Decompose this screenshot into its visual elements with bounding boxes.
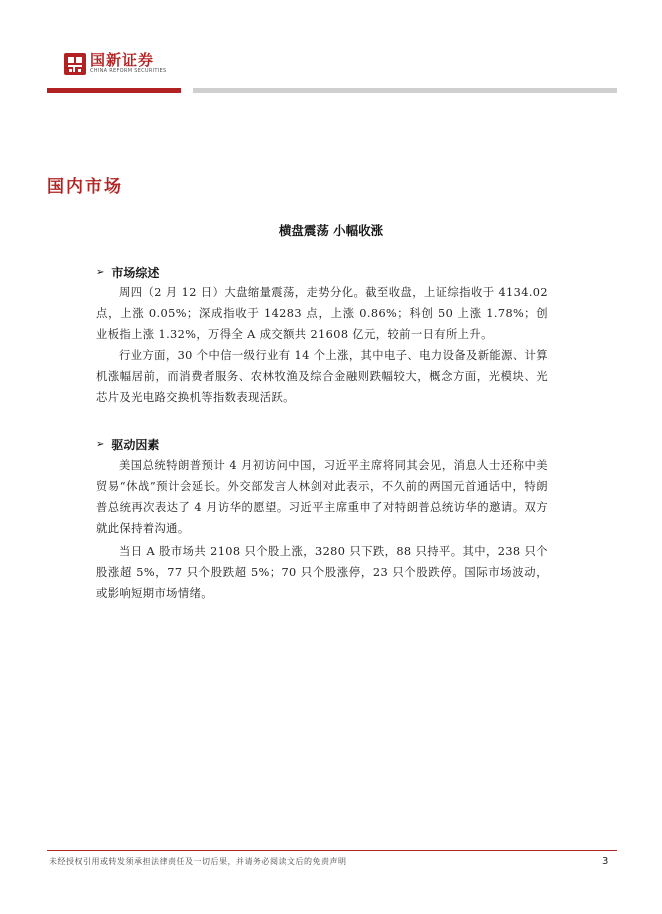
subhead-drivers [96, 436, 159, 453]
subhead-label: 驱动因素 [111, 438, 160, 452]
paragraph: 当日 A 股市场共 2108 只个股上涨，3280 只下跌，88 只持平。其中，238 只个股涨超 5%，77 只个股跌超 5%；70 只个股涨停，23 只个股跌停。国际市场波动，或影响短期市场情绪。 [96, 545, 548, 600]
paragraph: 美国总统特朗普预计 4 月初访问中国，习近平主席将同其会见，消息人士还称中美贸易“休战”预计会延长。外交部发言人林剑对此表示，不久前的两国元首通话中，特朗普总统再次表达了 4 月访华的愿望。习近平主席重申了对特朗普总统访华的邀请。双方就此保持着沟通。 [96, 459, 548, 535]
logo-name-en: CHINA REFORM SECURITIES [90, 68, 167, 74]
logo-name-cn: 国新证券 [90, 51, 155, 69]
subhead-market-overview [96, 264, 159, 281]
company-logo [64, 52, 167, 76]
page-number: 3 [602, 856, 609, 867]
paragraph: 行业方面，30 个中信一级行业有 14 个上涨，其中电子、电力设备及新能源、计算机涨幅居前，而消费者服务、农林牧渔及综合金融则跌幅较大，概念方面，光模块、光芯片及光电路交换机等指数表现活跃。 [96, 349, 548, 404]
header-divider-red [47, 88, 181, 93]
section-title: 国内市场 [47, 177, 123, 197]
subhead-label: 市场综述 [111, 266, 160, 280]
header-divider-gray [193, 88, 617, 93]
arrow-bullet-icon: ➢ [96, 439, 105, 450]
footer-disclaimer: 未经授权引用或转发须承担法律责任及一切后果，并请务必阅读文后的免责声明 [49, 857, 347, 866]
paragraph: 周四（2 月 12 日）大盘缩量震荡，走势分化。截至收盘，上证综指收于 4134.02 点，上涨 0.05%；深成指收于 14283 点，上涨 0.86%；科创 50 上涨 1.78%；创业板指上涨 1.32%，万得全 A 成交额共 21608 亿元，较前一日有所上升。 [96, 286, 548, 341]
arrow-bullet-icon: ➢ [96, 267, 105, 278]
logo-mark-icon [64, 53, 86, 75]
article-title: 横盘震荡 小幅收涨 [278, 223, 384, 238]
footer-divider [47, 850, 617, 851]
